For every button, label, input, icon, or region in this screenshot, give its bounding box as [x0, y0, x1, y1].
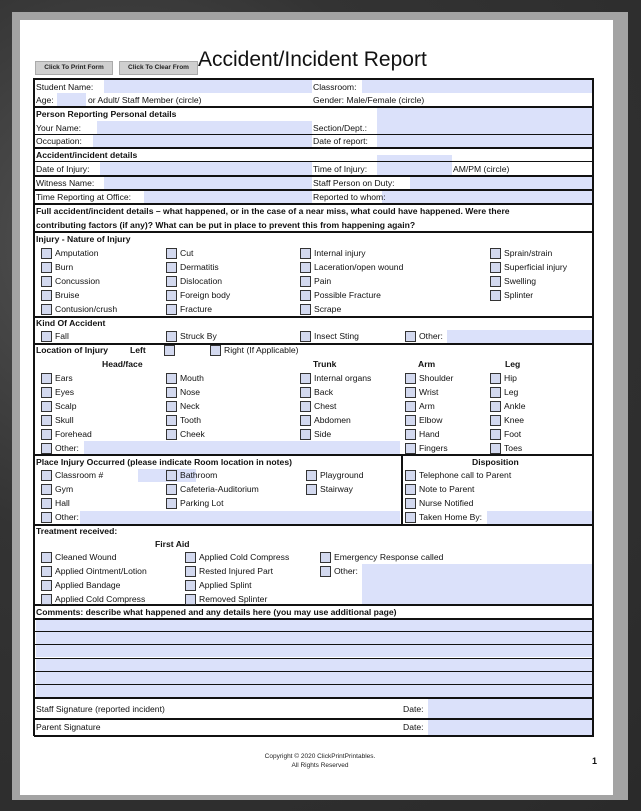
place-cafeteria-auditorium-checkbox[interactable]: [166, 484, 177, 495]
injury-sprain-strain-checkbox[interactable]: [490, 248, 501, 259]
treatment-applied-ointment-lotion-label: Applied Ointment/Lotion: [55, 566, 147, 576]
location-mouth-checkbox[interactable]: [166, 373, 177, 384]
location-eyes-label: Eyes: [55, 387, 75, 397]
staff-on-duty-input[interactable]: [410, 176, 593, 190]
parent-signature-label: Parent Signature: [36, 722, 101, 732]
location-wrist-label: Wrist: [419, 387, 439, 397]
gender-label: Gender: Male/Female (circle): [313, 95, 425, 105]
location-chest-label: Chest: [314, 401, 337, 411]
location-ankle-checkbox[interactable]: [490, 401, 501, 412]
disposition-taken-home-by-label: Taken Home By:: [419, 512, 483, 522]
location-skull-label: Skull: [55, 415, 74, 425]
injury-fracture-checkbox[interactable]: [166, 304, 177, 315]
disposition-heading: Disposition: [472, 457, 519, 467]
location-eyes-checkbox[interactable]: [41, 387, 52, 398]
injury-contusion-crush-label: Contusion/crush: [55, 304, 118, 314]
disposition-taken-home-by-checkbox[interactable]: [405, 512, 416, 523]
treatment-other-input[interactable]: [362, 564, 593, 605]
date-of-injury-label: Date of Injury:: [36, 164, 90, 174]
location-mouth-label: Mouth: [180, 373, 204, 383]
staff-on-duty-label: Staff Person on Duty:: [313, 178, 395, 188]
left-checkbox[interactable]: [164, 345, 175, 356]
full-details-line1: Full accident/incident details – what happened, or in the case of a near miss, what could have happened. Were there: [36, 206, 510, 216]
print-form-button[interactable]: Click To Print Form: [35, 61, 113, 75]
comment-line-input[interactable]: [36, 632, 593, 644]
location-fingers-checkbox[interactable]: [405, 443, 416, 454]
disposition-note-to-parent-label: Note to Parent: [419, 484, 475, 494]
your-name-input[interactable]: [97, 121, 312, 135]
treatment-rested-injured-part-checkbox[interactable]: [185, 566, 196, 577]
injury-sprain-strain-label: Sprain/strain: [504, 248, 553, 258]
disposition-nurse-notified-label: Nurse Notified: [419, 498, 474, 508]
classroom-input[interactable]: [362, 80, 593, 93]
location-cheek-label: Cheek: [180, 429, 205, 439]
location-cheek-checkbox[interactable]: [166, 429, 177, 440]
divider: [34, 524, 594, 526]
location-knee-label: Knee: [504, 415, 525, 425]
location-side-label: Side: [314, 429, 332, 439]
injury-bruise-label: Bruise: [55, 290, 80, 300]
location-arm-label: Arm: [419, 401, 435, 411]
divider: [34, 644, 594, 645]
place-other-label: Other:: [55, 512, 79, 522]
kind-other-label: Other:: [419, 331, 443, 341]
treatment-other-checkbox[interactable]: [320, 566, 331, 577]
injury-superficial-injury-label: Superficial injury: [504, 262, 568, 272]
staff-date-label: Date:: [403, 704, 424, 714]
kind-other-input[interactable]: [447, 330, 593, 343]
age-label: Age:: [36, 95, 54, 105]
place-stairway-label: Stairway: [320, 484, 353, 494]
injury-cut-checkbox[interactable]: [166, 248, 177, 259]
witness-name-label: Witness Name:: [36, 178, 95, 188]
injury-cut-label: Cut: [180, 248, 194, 258]
location-hip-checkbox[interactable]: [490, 373, 501, 384]
comments-heading: Comments: describe what happened and any details here (you may use additional page): [36, 607, 397, 617]
injury-superficial-injury-checkbox[interactable]: [490, 262, 501, 273]
place-parking-lot-label: Parking Lot: [180, 498, 224, 508]
injury-dermatitis-checkbox[interactable]: [166, 262, 177, 273]
location-scalp-label: Scalp: [55, 401, 77, 411]
treatment-applied-splint-checkbox[interactable]: [185, 580, 196, 591]
location-ankle-label: Ankle: [504, 401, 526, 411]
incident-details-heading: Accident/incident details: [36, 150, 138, 160]
place-other-input[interactable]: [80, 511, 400, 525]
location-forehead-checkbox[interactable]: [41, 429, 52, 440]
divider: [34, 316, 594, 318]
place-parking-lot-checkbox[interactable]: [166, 498, 177, 509]
ampm-label: AM/PM (circle): [453, 164, 510, 174]
treatment-applied-cold-compress-checkbox[interactable]: [41, 594, 52, 605]
injury-internal-injury-checkbox[interactable]: [300, 248, 311, 259]
location-hand-label: Hand: [419, 429, 440, 439]
comment-line-input[interactable]: [36, 672, 593, 684]
treatment-applied-bandage-checkbox[interactable]: [41, 580, 52, 591]
divider: [34, 161, 594, 162]
injury-laceration-open-wound-checkbox[interactable]: [300, 262, 311, 273]
treatment-applied-cold-compress-checkbox[interactable]: [185, 552, 196, 563]
place-classroom-label: Classroom #: [55, 470, 104, 480]
location-leg-checkbox[interactable]: [490, 387, 501, 398]
divider: [34, 618, 594, 620]
place-hall-label: Hall: [55, 498, 70, 508]
location-other-input[interactable]: [84, 441, 400, 455]
injury-swelling-checkbox[interactable]: [490, 276, 501, 287]
page-number: 1: [592, 756, 598, 766]
location-foot-checkbox[interactable]: [490, 429, 501, 440]
treatment-cleaned-wound-checkbox[interactable]: [41, 552, 52, 563]
injury-swelling-label: Swelling: [504, 276, 537, 286]
time-reporting-input[interactable]: [144, 190, 312, 204]
location-scalp-checkbox[interactable]: [41, 401, 52, 412]
treatment-other-label: Other:: [334, 566, 358, 576]
location-hip-label: Hip: [504, 373, 517, 383]
location-forehead-label: Forehead: [55, 429, 92, 439]
time-reporting-label: Time Reporting at Office:: [36, 192, 132, 202]
comment-line-input[interactable]: [36, 619, 593, 631]
place-hall-checkbox[interactable]: [41, 498, 52, 509]
treatment-applied-cold-compress-label: Applied Cold Compress: [55, 594, 146, 604]
injury-pain-checkbox[interactable]: [300, 276, 311, 287]
treatment-applied-bandage-label: Applied Bandage: [55, 580, 121, 590]
left-label: Left: [130, 345, 146, 355]
injury-laceration-open-wound-label: Laceration/open wound: [314, 262, 404, 272]
place-gym-label: Gym: [55, 484, 74, 494]
injury-splinter-label: Splinter: [504, 290, 534, 300]
place-cafeteria-auditorium-label: Cafeteria-Auditorium: [180, 484, 259, 494]
injury-heading: Injury - Nature of Injury: [36, 234, 131, 244]
disposition-telephone-call-to-parent-checkbox[interactable]: [405, 470, 416, 481]
divider: [34, 718, 594, 720]
time-of-injury-label: Time of Injury:: [313, 164, 368, 174]
location-back-label: Back: [314, 387, 334, 397]
disposition-telephone-call-to-parent-label: Telephone call to Parent: [419, 470, 512, 480]
location-fingers-label: Fingers: [419, 443, 448, 453]
injury-pain-label: Pain: [314, 276, 332, 286]
place-heading: Place Injury Occurred (please indicate Room location in notes): [36, 457, 292, 467]
reported-to-label: Reported to whom:: [313, 192, 386, 202]
location-neck-checkbox[interactable]: [166, 401, 177, 412]
location-toes-label: Toes: [504, 443, 523, 453]
injury-dermatitis-label: Dermatitis: [180, 262, 219, 272]
place-gym-checkbox[interactable]: [41, 484, 52, 495]
injury-amputation-label: Amputation: [55, 248, 99, 258]
right-label: Right (If Applicable): [224, 345, 299, 355]
divider: [34, 343, 594, 345]
treatment-removed-splinter-label: Removed Splinter: [199, 594, 268, 604]
injury-possible-fracture-label: Possible Fracture: [314, 290, 381, 300]
location-internal-organs-checkbox[interactable]: [300, 373, 311, 384]
parent-date-input[interactable]: [428, 720, 593, 735]
page-title: Accident/Incident Report: [198, 48, 427, 71]
kind-fall-label: Fall: [55, 331, 69, 341]
location-neck-label: Neck: [180, 401, 200, 411]
treatment-heading: Treatment received:: [36, 526, 118, 536]
date-of-report-label: Date of report:: [313, 136, 368, 146]
section-dept-label: Section/Dept.:: [313, 123, 367, 133]
injury-burn-label: Burn: [55, 262, 74, 272]
location-skull-checkbox[interactable]: [41, 415, 52, 426]
kind-insect-sting-checkbox[interactable]: [300, 331, 311, 342]
age-input[interactable]: [57, 93, 86, 107]
location-abdomen-label: Abdomen: [314, 415, 351, 425]
section-dept-input[interactable]: [377, 108, 593, 135]
location-internal-organs-label: Internal organs: [314, 373, 372, 383]
divider: [34, 631, 594, 632]
location-ears-label: Ears: [55, 373, 73, 383]
kind-other-checkbox[interactable]: [405, 331, 416, 342]
student-name-label: Student Name:: [36, 82, 94, 92]
location-chest-checkbox[interactable]: [300, 401, 311, 412]
place-other-checkbox[interactable]: [41, 512, 52, 523]
treatment-rested-injured-part-label: Rested Injured Part: [199, 566, 274, 576]
injury-concussion-label: Concussion: [55, 276, 100, 286]
location-other-checkbox[interactable]: [41, 443, 52, 454]
kind-heading: Kind Of Accident: [36, 318, 106, 328]
injury-bruise-checkbox[interactable]: [41, 290, 52, 301]
location-arm-checkbox[interactable]: [405, 401, 416, 412]
person-reporting-heading: Person Reporting Personal details: [36, 109, 177, 119]
injury-scrape-checkbox[interactable]: [300, 304, 311, 315]
comment-line-input[interactable]: [36, 685, 593, 697]
location-other-label: Other:: [55, 443, 79, 453]
treatment-applied-ointment-lotion-checkbox[interactable]: [41, 566, 52, 577]
injury-foreign-body-label: Foreign body: [180, 290, 231, 300]
taken-home-by-input[interactable]: [487, 511, 593, 525]
location-foot-label: Foot: [504, 429, 522, 439]
divider: [401, 455, 403, 525]
location-heading: Location of Injury: [36, 345, 109, 355]
location-shoulder-checkbox[interactable]: [405, 373, 416, 384]
location-leg-label: Leg: [504, 387, 519, 397]
treatment-emergency-response-called-checkbox[interactable]: [320, 552, 331, 563]
divider: [34, 658, 594, 659]
student-name-input[interactable]: [104, 80, 312, 93]
place-classroom-checkbox[interactable]: [41, 470, 52, 481]
injury-internal-injury-label: Internal injury: [314, 248, 366, 258]
injury-concussion-checkbox[interactable]: [41, 276, 52, 287]
location-elbow-checkbox[interactable]: [405, 415, 416, 426]
location-nose-label: Nose: [180, 387, 201, 397]
arm-heading: Arm: [418, 359, 436, 369]
parent-date-label: Date:: [403, 722, 424, 732]
treatment-emergency-response-called-label: Emergency Response called: [334, 552, 444, 562]
treatment-removed-splinter-checkbox[interactable]: [185, 594, 196, 605]
divider: [34, 735, 594, 737]
divider: [34, 78, 594, 80]
place-bathroom-label: Bathroom: [180, 470, 218, 480]
copyright-text: Copyright © 2020 ClickPrintPrintables.: [264, 753, 376, 760]
treatment-applied-splint-label: Applied Splint: [199, 580, 252, 590]
place-stairway-checkbox[interactable]: [306, 484, 317, 495]
injury-dislocation-label: Dislocation: [180, 276, 223, 286]
injury-fracture-label: Fracture: [180, 304, 212, 314]
divider: [34, 684, 594, 685]
location-knee-checkbox[interactable]: [490, 415, 501, 426]
disposition-nurse-notified-checkbox[interactable]: [405, 498, 416, 509]
staff-signature-label: Staff Signature (reported incident): [36, 704, 165, 714]
divider: [34, 671, 594, 672]
first-aid-heading: First Aid: [155, 539, 190, 549]
location-abdomen-checkbox[interactable]: [300, 415, 311, 426]
injury-possible-fracture-checkbox[interactable]: [300, 290, 311, 301]
injury-burn-checkbox[interactable]: [41, 262, 52, 273]
comment-line-input[interactable]: [36, 645, 593, 657]
kind-fall-checkbox[interactable]: [41, 331, 52, 342]
injury-scrape-label: Scrape: [314, 304, 342, 314]
right-checkbox[interactable]: [210, 345, 221, 356]
reported-to-input[interactable]: [382, 190, 593, 204]
divider: [34, 697, 594, 699]
location-tooth-checkbox[interactable]: [166, 415, 177, 426]
location-nose-checkbox[interactable]: [166, 387, 177, 398]
clear-form-button[interactable]: Click To Clear From: [119, 61, 198, 75]
location-shoulder-label: Shoulder: [419, 373, 454, 383]
location-wrist-checkbox[interactable]: [405, 387, 416, 398]
occupation-label: Occupation:: [36, 136, 82, 146]
injury-contusion-crush-checkbox[interactable]: [41, 304, 52, 315]
witness-name-input[interactable]: [104, 176, 312, 190]
place-playground-label: Playground: [320, 470, 364, 480]
location-ears-checkbox[interactable]: [41, 373, 52, 384]
location-side-checkbox[interactable]: [300, 429, 311, 440]
full-details-line2: contributing factors (if any)? What can be put in place to prevent this from happening again?: [36, 220, 416, 230]
treatment-cleaned-wound-label: Cleaned Wound: [55, 552, 117, 562]
location-back-checkbox[interactable]: [300, 387, 311, 398]
location-hand-checkbox[interactable]: [405, 429, 416, 440]
staff-date-input[interactable]: [428, 699, 593, 719]
trunk-heading: Trunk: [313, 359, 337, 369]
location-tooth-label: Tooth: [180, 415, 202, 425]
injury-splinter-checkbox[interactable]: [490, 290, 501, 301]
place-playground-checkbox[interactable]: [306, 470, 317, 481]
treatment-applied-cold-compress-label: Applied Cold Compress: [199, 552, 290, 562]
classroom-label: Classroom:: [313, 82, 357, 92]
head-face-heading: Head/face: [102, 359, 143, 369]
time-of-injury-input[interactable]: [377, 155, 452, 176]
injury-amputation-checkbox[interactable]: [41, 248, 52, 259]
age-suffix-label: or Adult/ Staff Member (circle): [88, 95, 202, 105]
comment-line-input[interactable]: [36, 659, 593, 671]
kind-struck-by-checkbox[interactable]: [166, 331, 177, 342]
leg-heading: Leg: [505, 359, 521, 369]
place-bathroom-checkbox[interactable]: [166, 470, 177, 481]
location-toes-checkbox[interactable]: [490, 443, 501, 454]
date-of-injury-input[interactable]: [100, 162, 312, 176]
rights-text: All Rights Reserved: [291, 762, 349, 769]
kind-insect-sting-label: Insect Sting: [314, 331, 359, 341]
location-elbow-label: Elbow: [419, 415, 443, 425]
disposition-note-to-parent-checkbox[interactable]: [405, 484, 416, 495]
kind-struck-by-label: Struck By: [180, 331, 217, 341]
your-name-label: Your Name:: [36, 123, 82, 133]
injury-foreign-body-checkbox[interactable]: [166, 290, 177, 301]
injury-dislocation-checkbox[interactable]: [166, 276, 177, 287]
